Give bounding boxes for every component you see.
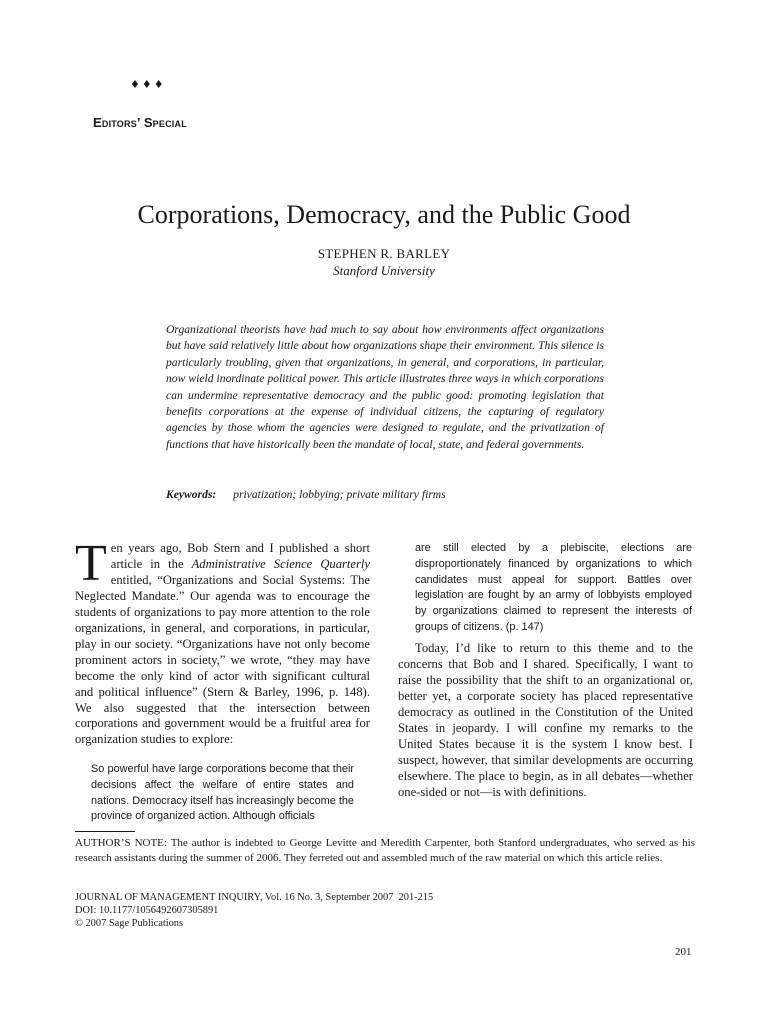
keywords-label: Keywords: — [166, 488, 217, 501]
body-paragraph-2: Today, I’d like to return to this theme and to the concerns that Bob and I shared. Specifically, I want to raise the possibility that the shift to an organizational or, better yet, a corporate society has placed representative democracy as outlined in the Constitution of the United States in jeopardy. I will confine my remarks to the United States because it is the system I know best. I suspect, however, that similar developments are occurring elsewhere. The place to begin, as in all debates—whether one-sided or not—is with definitions. — [398, 641, 693, 799]
journal-info — [75, 891, 433, 931]
article-title: Corporations, Democracy, and the Public Good — [137, 200, 631, 229]
author-affiliation: Stanford University — [333, 263, 435, 278]
authors-note: AUTHOR’S NOTE: The author is indebted to George Levitte and Meredith Carpenter, both Stanford undergraduates, who served as his research assistants during the summer of 2006. They ferreted out and assembled much of the raw material on which this article relies. — [75, 837, 695, 864]
body-paragraph-1-start: en years ago, Bob Stern and I published a short article in the — [110, 541, 370, 571]
body-paragraph-1-end: entitled, “Organizations and Social Systems: The Neglected Mandate.” Our agenda was to encourage the students of organizations to pay more attention to the role organizations, in general, and corporations, in particular, play in our society. “Organizations have not only become prominent actors in society,” we wrote, “they may have become the only kind of actor with significant cultural and political influence” (Stern & Barley, 1996, p. 148). We also suggested that the intersection between corporations and government would be a fruitful area for organization studies to explore: — [75, 572, 370, 747]
doi: DOI: 10.1177/1056492607305891 — [75, 905, 219, 917]
block-quote-part-1: So powerful have large corporations become that their decisions affect the welfare of entire states and nations. Democracy itself has increasingly become the province of organized action. Although officials — [91, 763, 354, 823]
copyright: © 2007 Sage Publications — [75, 918, 184, 930]
keywords-text: privatization; lobbying; private military firms — [233, 488, 446, 501]
page-number: 201 — [675, 946, 692, 958]
keywords — [166, 488, 446, 501]
abstract: Organizational theorists have had much to say about how environments affect organizations but have said relatively little about how organizations shape their environment. This silence is particularly troubling, given that organizations, in general, and corporations, in particular, now wield inordinate political power. This article illustrates three ways in which corporations can undermine representative democracy and the public good: promoting legislation that benefits corporations at the expense of individual citizens, the capturing of regulatory agencies by those whom the agencies were designed to regulate, and the privatization of functions that have historically been the mandate of local, state, and federal governments. — [166, 323, 604, 451]
section-label: Editors’ Special — [93, 115, 187, 130]
footnote-rule — [75, 831, 135, 832]
body-left-column — [75, 535, 370, 748]
author-name: STEPHEN R. BARLEY — [317, 246, 451, 261]
block-quote-part-2: are still elected by a plebiscite, elections are disproportionately financed by organizations to which candidates must appeal for support. Battles over legislation are fought by an army of lobbyists employed by organizations claimed to represent the interests of groups of citizens. (p. 147) — [415, 542, 692, 633]
journal-citation: JOURNAL OF MANAGEMENT INQUIRY, Vol. 16 No. 3, September 2007 201-215 — [75, 892, 434, 903]
ornament-diamonds: ♦♦♦ — [130, 78, 166, 91]
journal-name: Administrative Science Quarterly — [191, 556, 370, 571]
drop-cap: T — [75, 535, 107, 592]
